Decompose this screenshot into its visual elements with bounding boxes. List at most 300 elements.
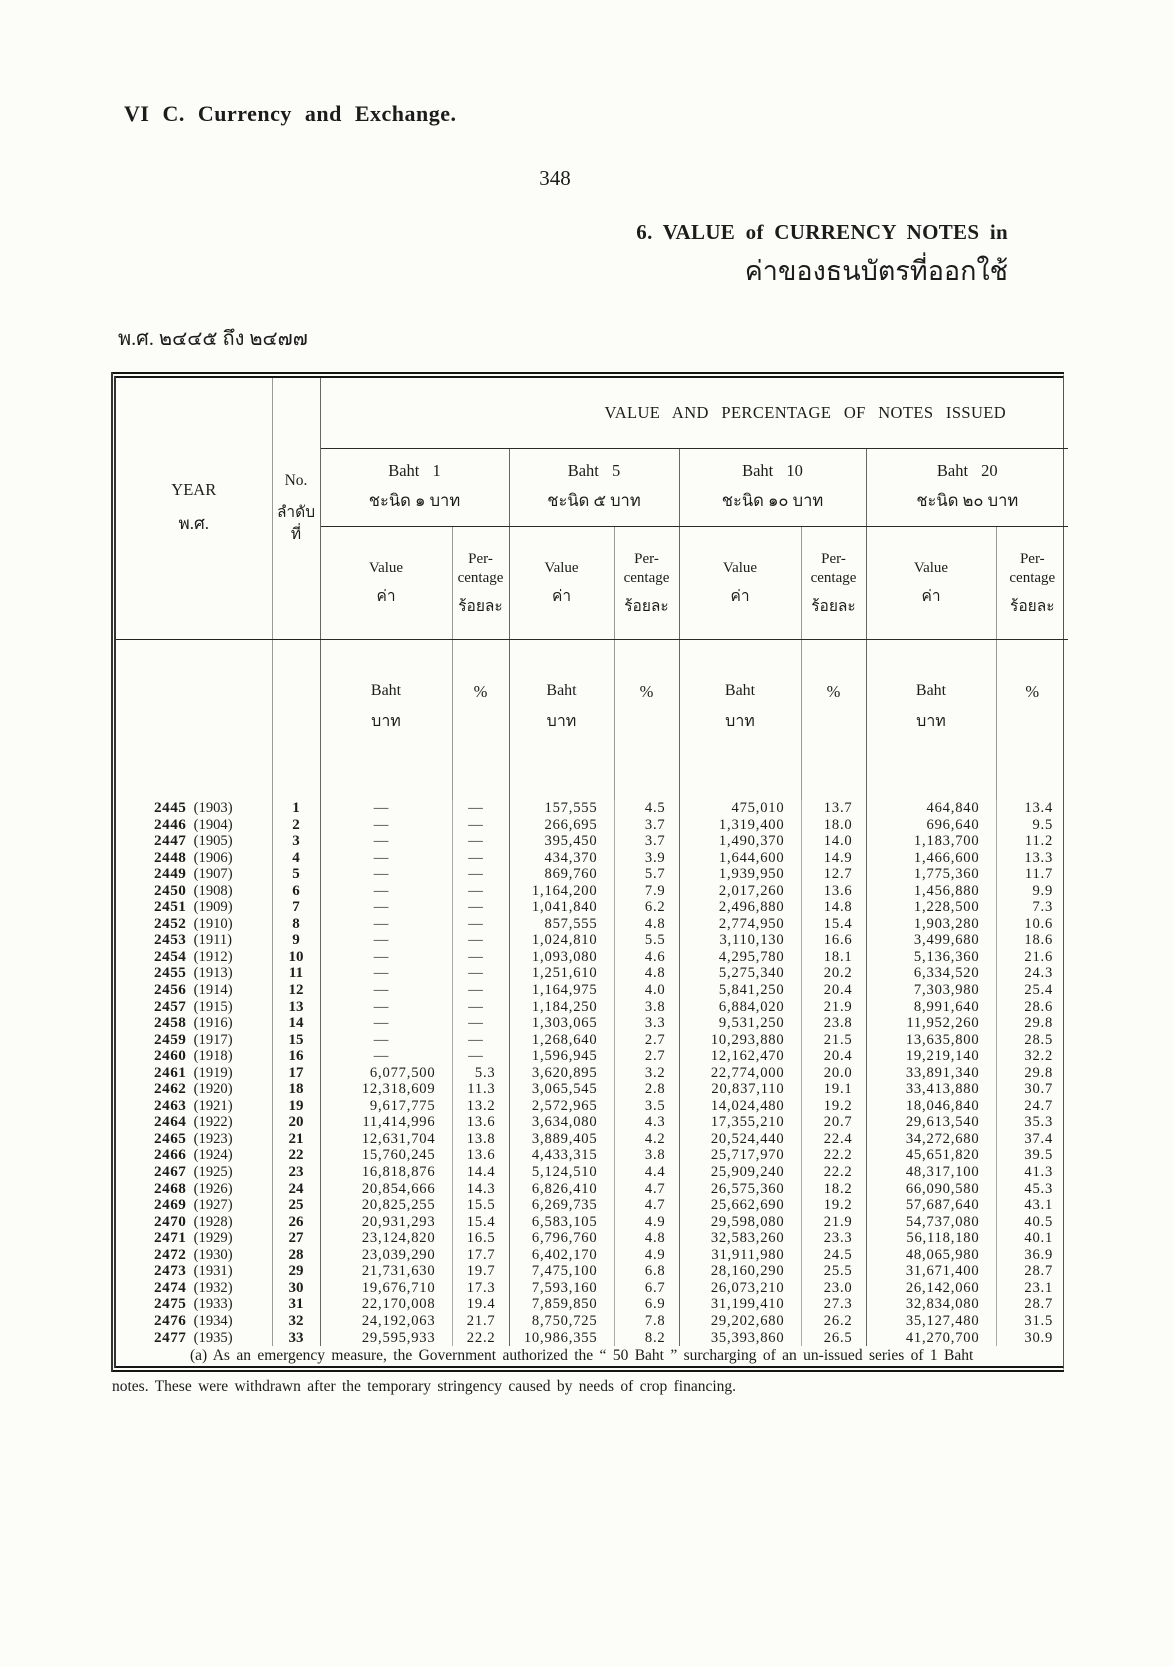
table-row [116, 1098, 1068, 1115]
table-row [116, 1247, 1068, 1264]
cell-baht10-pct: 18.2 [801, 1181, 866, 1198]
table-row [116, 1065, 1068, 1082]
subheader-baht1-percentage: Per- centage ร้อยละ [452, 527, 509, 640]
cell-baht20-pct: 28.5 [1024, 1031, 1054, 1048]
cell-baht5-value: 869,760 [509, 866, 614, 883]
cell-baht20-pct: 32.2 [1024, 1048, 1054, 1065]
cell-baht5-pct: 4.8 [614, 965, 679, 982]
cell-no: 33 [272, 1330, 320, 1347]
cell-baht1-pct: 17.3 [452, 1280, 509, 1297]
cell-baht20-pct: 40.5 [1024, 1213, 1054, 1230]
cell-baht5-value: 7,859,850 [509, 1296, 614, 1313]
cell-no: 1 [272, 800, 320, 817]
cell-baht1-value: — [320, 999, 452, 1016]
cell-baht1-value: — [320, 850, 452, 867]
table-row [116, 949, 1068, 966]
cell-baht5-pct: 4.8 [614, 1230, 679, 1247]
cell-baht20-value: 45,651,820 [866, 1147, 996, 1164]
cell-baht10-pct: 24.5 [801, 1247, 866, 1264]
cell-baht20-value: 696,640 [866, 817, 996, 834]
cell-baht5-pct: 3.3 [614, 1015, 679, 1032]
cell-baht10-value: 1,644,600 [679, 850, 801, 867]
span-header: VALUE AND PERCENTAGE OF NOTES ISSUED [320, 378, 1068, 449]
cell-baht10-pct: 14.0 [801, 833, 866, 850]
cell-year: 2470 (1928) [116, 1214, 272, 1231]
cell-baht20-value: 1,228,500 [866, 899, 996, 916]
table-row [116, 1081, 1068, 1098]
cell-baht1-pct: 5.3 [452, 1065, 509, 1082]
cell-no: 19 [272, 1098, 320, 1115]
table-row [116, 850, 1068, 867]
cell-baht1-pct: 15.4 [452, 1214, 509, 1231]
cell-no: 6 [272, 883, 320, 900]
cell-baht5-pct: 7.9 [614, 883, 679, 900]
table-row [116, 1230, 1068, 1247]
cell-baht1-value: — [320, 833, 452, 850]
cell-baht1-pct: — [452, 932, 509, 949]
cell-baht10-value: 4,295,780 [679, 949, 801, 966]
footnote-line-1: (a) As an emergency measure, the Government authorized the “ 50 Baht ” surcharging of an un-issued series of 1 Baht [190, 1347, 974, 1364]
group-header-baht-20: Baht 20 ชะนิด ๒๐ บาท [866, 449, 1068, 527]
cell-baht5-pct: 5.7 [614, 866, 679, 883]
cell-baht10-pct: 20.2 [801, 965, 866, 982]
subheader-baht10-value: Value ค่า [679, 527, 801, 640]
cell-baht20-pct: 10.6 [1024, 915, 1054, 932]
cell-baht10-value: 1,319,400 [679, 817, 801, 834]
table-row [116, 1214, 1068, 1231]
cell-year: 2469 (1927) [116, 1197, 272, 1214]
cell-year: 2477 (1935) [116, 1330, 272, 1347]
group-header-baht-10: Baht 10 ชะนิด ๑๐ บาท [679, 449, 866, 527]
cell-baht20-value: 41,270,700 [866, 1330, 996, 1347]
cell-baht5-value: 1,268,640 [509, 1032, 614, 1049]
cell-baht10-value: 6,884,020 [679, 999, 801, 1016]
cell-baht1-value: — [320, 817, 452, 834]
units-baht1-value: Baht บาท [320, 640, 452, 801]
cell-baht5-value: 7,475,100 [509, 1263, 614, 1280]
cell-baht5-value: 1,164,200 [509, 883, 614, 900]
cell-baht10-pct: 18.1 [801, 949, 866, 966]
cell-baht20-value: 1,183,700 [866, 833, 996, 850]
cell-baht10-pct: 14.9 [801, 850, 866, 867]
cell-baht1-pct: — [452, 899, 509, 916]
cell-year: 2457 (1915) [116, 999, 272, 1016]
cell-baht10-pct: 21.5 [801, 1032, 866, 1049]
cell-baht5-pct: 2.7 [614, 1032, 679, 1049]
cell-baht5-value: 1,024,810 [509, 932, 614, 949]
cell-baht1-value: — [320, 916, 452, 933]
cell-baht5-pct: 3.9 [614, 850, 679, 867]
cell-baht5-pct: 2.7 [614, 1048, 679, 1065]
units-baht10-pct: % [801, 640, 866, 801]
cell-baht10-value: 26,575,360 [679, 1181, 801, 1198]
cell-baht10-pct: 21.9 [801, 1214, 866, 1231]
cell-baht10-value: 2,496,880 [679, 899, 801, 916]
cell-baht10-value: 31,199,410 [679, 1296, 801, 1313]
table-row [116, 1164, 1068, 1181]
cell-baht10-value: 17,355,210 [679, 1114, 801, 1131]
cell-baht20-pct: 28.6 [1024, 998, 1054, 1015]
cell-baht20-pct: 24.3 [1024, 965, 1054, 982]
cell-baht1-value: 12,631,704 [320, 1131, 452, 1148]
cell-baht5-value: 10,986,355 [509, 1330, 614, 1347]
subheader-baht20-percentage: Per- centage ร้อยละ [996, 527, 1068, 640]
cell-baht10-pct: 21.9 [801, 999, 866, 1016]
cell-no: 24 [272, 1181, 320, 1198]
cell-year: 2472 (1930) [116, 1247, 272, 1264]
table-row [116, 817, 1068, 834]
cell-baht5-pct: 2.8 [614, 1081, 679, 1098]
table-row [116, 866, 1068, 883]
table-row [116, 1147, 1068, 1164]
cell-baht1-value: — [320, 1032, 452, 1049]
cell-baht10-value: 35,393,860 [679, 1330, 801, 1347]
cell-year: 2450 (1908) [116, 883, 272, 900]
cell-baht10-value: 22,774,000 [679, 1065, 801, 1082]
subheader-baht5-value: Value ค่า [509, 527, 614, 640]
cell-baht1-pct: — [452, 999, 509, 1016]
cell-baht5-value: 1,251,610 [509, 965, 614, 982]
cell-baht10-pct: 20.7 [801, 1114, 866, 1131]
cell-baht10-pct: 19.1 [801, 1081, 866, 1098]
cell-no: 27 [272, 1230, 320, 1247]
table-row [116, 1280, 1068, 1297]
cell-baht5-value: 395,450 [509, 833, 614, 850]
subheader-baht5-percentage: Per- centage ร้อยละ [614, 527, 679, 640]
cell-no: 16 [272, 1048, 320, 1065]
cell-baht1-value: — [320, 965, 452, 982]
footnote [112, 1340, 1067, 1402]
cell-no: 32 [272, 1313, 320, 1330]
group-header-baht-5: Baht 5 ชะนิด ๕ บาท [509, 449, 679, 527]
cell-baht1-value: 6,077,500 [320, 1065, 452, 1082]
cell-year: 2446 (1904) [116, 817, 272, 834]
cell-year: 2467 (1925) [116, 1164, 272, 1181]
cell-baht20-pct: 28.7 [1024, 1263, 1054, 1280]
cell-year: 2454 (1912) [116, 949, 272, 966]
table-row [116, 999, 1068, 1016]
cell-baht1-value: — [320, 899, 452, 916]
cell-no: 25 [272, 1197, 320, 1214]
cell-no: 28 [272, 1247, 320, 1264]
cell-baht20-pct: 30.7 [1024, 1081, 1054, 1098]
cell-no: 10 [272, 949, 320, 966]
cell-baht10-value: 25,662,690 [679, 1197, 801, 1214]
cell-baht5-pct: 4.0 [614, 982, 679, 999]
cell-baht10-pct: 12.7 [801, 866, 866, 883]
cell-baht1-value: 24,192,063 [320, 1313, 452, 1330]
cell-baht5-value: 5,124,510 [509, 1164, 614, 1181]
cell-baht5-pct: 5.5 [614, 932, 679, 949]
cell-no: 15 [272, 1032, 320, 1049]
cell-year: 2466 (1924) [116, 1147, 272, 1164]
cell-baht10-pct: 25.5 [801, 1263, 866, 1280]
cell-baht1-value: 15,760,245 [320, 1147, 452, 1164]
cell-baht20-value: 13,635,800 [866, 1032, 996, 1049]
units-baht5-pct: % [614, 640, 679, 801]
cell-baht10-value: 20,524,440 [679, 1131, 801, 1148]
column-header-no-thai: ลำดับ [276, 503, 316, 521]
cell-baht10-value: 26,073,210 [679, 1280, 801, 1297]
cell-baht1-pct: 16.5 [452, 1230, 509, 1247]
cell-baht1-value: 16,818,876 [320, 1164, 452, 1181]
cell-no: 9 [272, 932, 320, 949]
cell-baht5-pct: 4.3 [614, 1114, 679, 1131]
cell-baht5-pct: 4.8 [614, 916, 679, 933]
cell-baht10-pct: 14.8 [801, 899, 866, 916]
cell-baht10-pct: 23.3 [801, 1230, 866, 1247]
units-baht20-pct: % [1025, 682, 1040, 701]
cell-year: 2448 (1906) [116, 850, 272, 867]
cell-baht5-pct: 7.8 [614, 1313, 679, 1330]
year-range-thai: พ.ศ. ๒๔๔๕ ถึง ๒๔๗๗ [118, 328, 308, 350]
cell-no: 4 [272, 850, 320, 867]
cell-baht5-pct: 6.7 [614, 1280, 679, 1297]
cell-baht20-value: 6,334,520 [866, 965, 996, 982]
cell-baht10-value: 20,837,110 [679, 1081, 801, 1098]
cell-baht1-pct: — [452, 1048, 509, 1065]
cell-year: 2462 (1920) [116, 1081, 272, 1098]
cell-baht20-pct: 40.1 [1024, 1230, 1054, 1247]
units-baht5-value: Baht บาท [509, 640, 614, 801]
cell-year: 2463 (1921) [116, 1098, 272, 1115]
cell-baht1-value: — [320, 883, 452, 900]
cell-baht20-value: 464,840 [866, 800, 996, 817]
cell-year: 2460 (1918) [116, 1048, 272, 1065]
cell-baht20-pct: 23.1 [1024, 1279, 1054, 1296]
cell-year: 2453 (1911) [116, 932, 272, 949]
cell-baht20-value: 31,671,400 [866, 1263, 996, 1280]
cell-baht10-value: 2,017,260 [679, 883, 801, 900]
cell-baht5-pct: 4.5 [614, 800, 679, 817]
cell-no: 17 [272, 1065, 320, 1082]
cell-year: 2459 (1917) [116, 1032, 272, 1049]
column-header-no: No. ลำดับ ที่ [272, 378, 320, 640]
cell-baht20-value: 34,272,680 [866, 1131, 996, 1148]
cell-baht10-pct: 22.2 [801, 1147, 866, 1164]
cell-baht1-pct: — [452, 817, 509, 834]
cell-baht5-value: 3,889,405 [509, 1131, 614, 1148]
cell-baht10-value: 1,490,370 [679, 833, 801, 850]
table-row [116, 883, 1068, 900]
cell-baht20-pct: 36.9 [1024, 1246, 1054, 1263]
cell-year: 2452 (1910) [116, 916, 272, 933]
cell-baht1-pct: — [452, 965, 509, 982]
cell-baht20-value: 35,127,480 [866, 1313, 996, 1330]
units-baht20-value: Baht บาท [866, 640, 996, 801]
cell-no: 30 [272, 1280, 320, 1297]
cell-baht20-pct: 45.3 [1024, 1180, 1054, 1197]
cell-year: 2458 (1916) [116, 1015, 272, 1032]
table-row [116, 982, 1068, 999]
cell-baht20-pct: 35.3 [1024, 1114, 1054, 1131]
cell-baht10-value: 29,202,680 [679, 1313, 801, 1330]
cell-no: 26 [272, 1214, 320, 1231]
cell-baht5-value: 6,826,410 [509, 1181, 614, 1198]
cell-baht20-pct: 37.4 [1024, 1130, 1054, 1147]
units-row [116, 640, 1068, 801]
cell-baht20-value: 1,903,280 [866, 916, 996, 933]
cell-baht10-value: 2,774,950 [679, 916, 801, 933]
cell-baht10-pct: 20.0 [801, 1065, 866, 1082]
cell-baht20-value: 56,118,180 [866, 1230, 996, 1247]
cell-baht20-value: 19,219,140 [866, 1048, 996, 1065]
cell-no: 13 [272, 999, 320, 1016]
cell-no: 29 [272, 1263, 320, 1280]
table-row [116, 1313, 1068, 1330]
cell-baht10-pct: 13.6 [801, 883, 866, 900]
cell-baht20-value: 5,136,360 [866, 949, 996, 966]
cell-baht5-value: 1,093,080 [509, 949, 614, 966]
cell-baht1-pct: 13.6 [452, 1147, 509, 1164]
cell-baht1-value: 20,825,255 [320, 1197, 452, 1214]
cell-baht1-pct: — [452, 866, 509, 883]
cell-baht10-pct: 15.4 [801, 916, 866, 933]
cell-baht1-value: 23,124,820 [320, 1230, 452, 1247]
subheader-baht1-value: Value ค่า [320, 527, 452, 640]
cell-baht5-value: 8,750,725 [509, 1313, 614, 1330]
cell-baht5-value: 4,433,315 [509, 1147, 614, 1164]
cell-baht20-value: 1,456,880 [866, 883, 996, 900]
cell-baht20-pct: 28.7 [1024, 1296, 1054, 1313]
cell-baht1-pct: 13.8 [452, 1131, 509, 1148]
table-row [116, 1114, 1068, 1131]
cell-baht1-pct: — [452, 883, 509, 900]
cell-baht5-pct: 4.9 [614, 1247, 679, 1264]
cell-baht5-pct: 3.8 [614, 1147, 679, 1164]
cell-year: 2445 (1903) [116, 800, 272, 817]
cell-baht1-value: — [320, 982, 452, 999]
cell-baht5-value: 857,555 [509, 916, 614, 933]
cell-baht1-pct: — [452, 850, 509, 867]
cell-no: 22 [272, 1147, 320, 1164]
cell-baht20-pct: 13.4 [1024, 800, 1054, 816]
cell-baht10-value: 14,024,480 [679, 1098, 801, 1115]
units-no-spacer [272, 640, 320, 801]
cell-baht5-pct: 3.5 [614, 1098, 679, 1115]
cell-baht10-pct: 26.2 [801, 1313, 866, 1330]
currency-notes-table [111, 372, 1064, 1372]
cell-baht5-value: 6,269,735 [509, 1197, 614, 1214]
cell-baht1-value: 11,414,996 [320, 1114, 452, 1131]
cell-no: 2 [272, 817, 320, 834]
cell-baht20-pct: 13.3 [1024, 849, 1054, 866]
cell-baht10-value: 5,275,340 [679, 965, 801, 982]
cell-baht10-pct: 19.2 [801, 1098, 866, 1115]
cell-baht1-pct: 22.2 [452, 1330, 509, 1347]
cell-baht5-value: 2,572,965 [509, 1098, 614, 1115]
cell-year: 2455 (1913) [116, 965, 272, 982]
cell-baht20-pct: 29.8 [1024, 1064, 1054, 1081]
cell-baht20-pct: 25.4 [1024, 982, 1054, 999]
cell-baht1-pct: 13.2 [452, 1098, 509, 1115]
cell-no: 5 [272, 866, 320, 883]
cell-year: 2456 (1914) [116, 982, 272, 999]
cell-baht5-value: 434,370 [509, 850, 614, 867]
cell-year: 2449 (1907) [116, 866, 272, 883]
cell-baht5-value: 6,583,105 [509, 1214, 614, 1231]
cell-baht1-value: 9,617,775 [320, 1098, 452, 1115]
cell-no: 21 [272, 1131, 320, 1148]
cell-baht5-pct: 6.2 [614, 899, 679, 916]
cell-baht20-pct: 24.7 [1024, 1097, 1054, 1114]
cell-baht1-value: 21,731,630 [320, 1263, 452, 1280]
cell-baht10-pct: 16.6 [801, 932, 866, 949]
cell-baht20-pct: 7.3 [1032, 899, 1054, 916]
cell-no: 11 [272, 965, 320, 982]
cell-baht20-pct: 21.6 [1024, 948, 1054, 965]
cell-baht10-value: 25,909,240 [679, 1164, 801, 1181]
section-header: VI C. Currency and Exchange. [124, 101, 457, 126]
cell-baht20-value: 7,303,980 [866, 982, 996, 999]
cell-baht5-value: 157,555 [509, 800, 614, 817]
cell-baht20-value: 33,413,880 [866, 1081, 996, 1098]
cell-baht10-value: 9,531,250 [679, 1015, 801, 1032]
table-row [116, 932, 1068, 949]
cell-baht1-pct: 19.4 [452, 1296, 509, 1313]
cell-baht5-value: 7,593,160 [509, 1280, 614, 1297]
cell-baht10-value: 10,293,880 [679, 1032, 801, 1049]
cell-baht5-pct: 3.7 [614, 833, 679, 850]
cell-baht20-value: 18,046,840 [866, 1098, 996, 1115]
cell-baht1-pct: — [452, 800, 509, 817]
cell-no: 20 [272, 1114, 320, 1131]
cell-baht1-pct: — [452, 916, 509, 933]
cell-baht10-value: 31,911,980 [679, 1247, 801, 1264]
cell-baht10-pct: 23.8 [801, 1015, 866, 1032]
cell-no: 8 [272, 916, 320, 933]
units-baht1-pct: % [452, 640, 509, 801]
cell-year: 2465 (1923) [116, 1131, 272, 1148]
cell-no: 23 [272, 1164, 320, 1181]
cell-baht5-pct: 8.2 [614, 1330, 679, 1347]
cell-baht10-pct: 19.2 [801, 1197, 866, 1214]
cell-baht10-pct: 27.3 [801, 1296, 866, 1313]
cell-baht5-pct: 3.2 [614, 1065, 679, 1082]
cell-baht5-pct: 4.6 [614, 949, 679, 966]
cell-baht5-value: 1,596,945 [509, 1048, 614, 1065]
cell-baht10-pct: 23.0 [801, 1280, 866, 1297]
cell-baht20-value: 54,737,080 [866, 1214, 996, 1231]
cell-baht5-pct: 6.8 [614, 1263, 679, 1280]
cell-year: 2476 (1934) [116, 1313, 272, 1330]
cell-baht20-value: 11,952,260 [866, 1015, 996, 1032]
cell-baht10-pct: 20.4 [801, 1048, 866, 1065]
cell-baht5-value: 6,796,760 [509, 1230, 614, 1247]
cell-year: 2451 (1909) [116, 899, 272, 916]
cell-baht1-pct: 15.5 [452, 1197, 509, 1214]
cell-no: 7 [272, 899, 320, 916]
cell-baht1-pct: — [452, 1015, 509, 1032]
cell-baht20-pct: 30.9 [1024, 1329, 1054, 1346]
cell-baht5-pct: 3.8 [614, 999, 679, 1016]
cell-baht1-pct: 17.7 [452, 1247, 509, 1264]
table-row [116, 1181, 1068, 1198]
cell-baht10-value: 3,110,130 [679, 932, 801, 949]
cell-year: 2473 (1931) [116, 1263, 272, 1280]
cell-baht5-value: 3,634,080 [509, 1114, 614, 1131]
cell-baht5-value: 6,402,170 [509, 1247, 614, 1264]
cell-no: 12 [272, 982, 320, 999]
cell-baht10-value: 12,162,470 [679, 1048, 801, 1065]
cell-baht20-value: 66,090,580 [866, 1181, 996, 1198]
cell-baht1-value: — [320, 800, 452, 817]
group-header-baht-1: Baht 1 ชะนิด ๑ บาท [320, 449, 509, 527]
table-row [116, 916, 1068, 933]
table-body [116, 800, 1068, 1346]
cell-baht5-value: 1,164,975 [509, 982, 614, 999]
cell-baht20-value: 48,065,980 [866, 1247, 996, 1264]
